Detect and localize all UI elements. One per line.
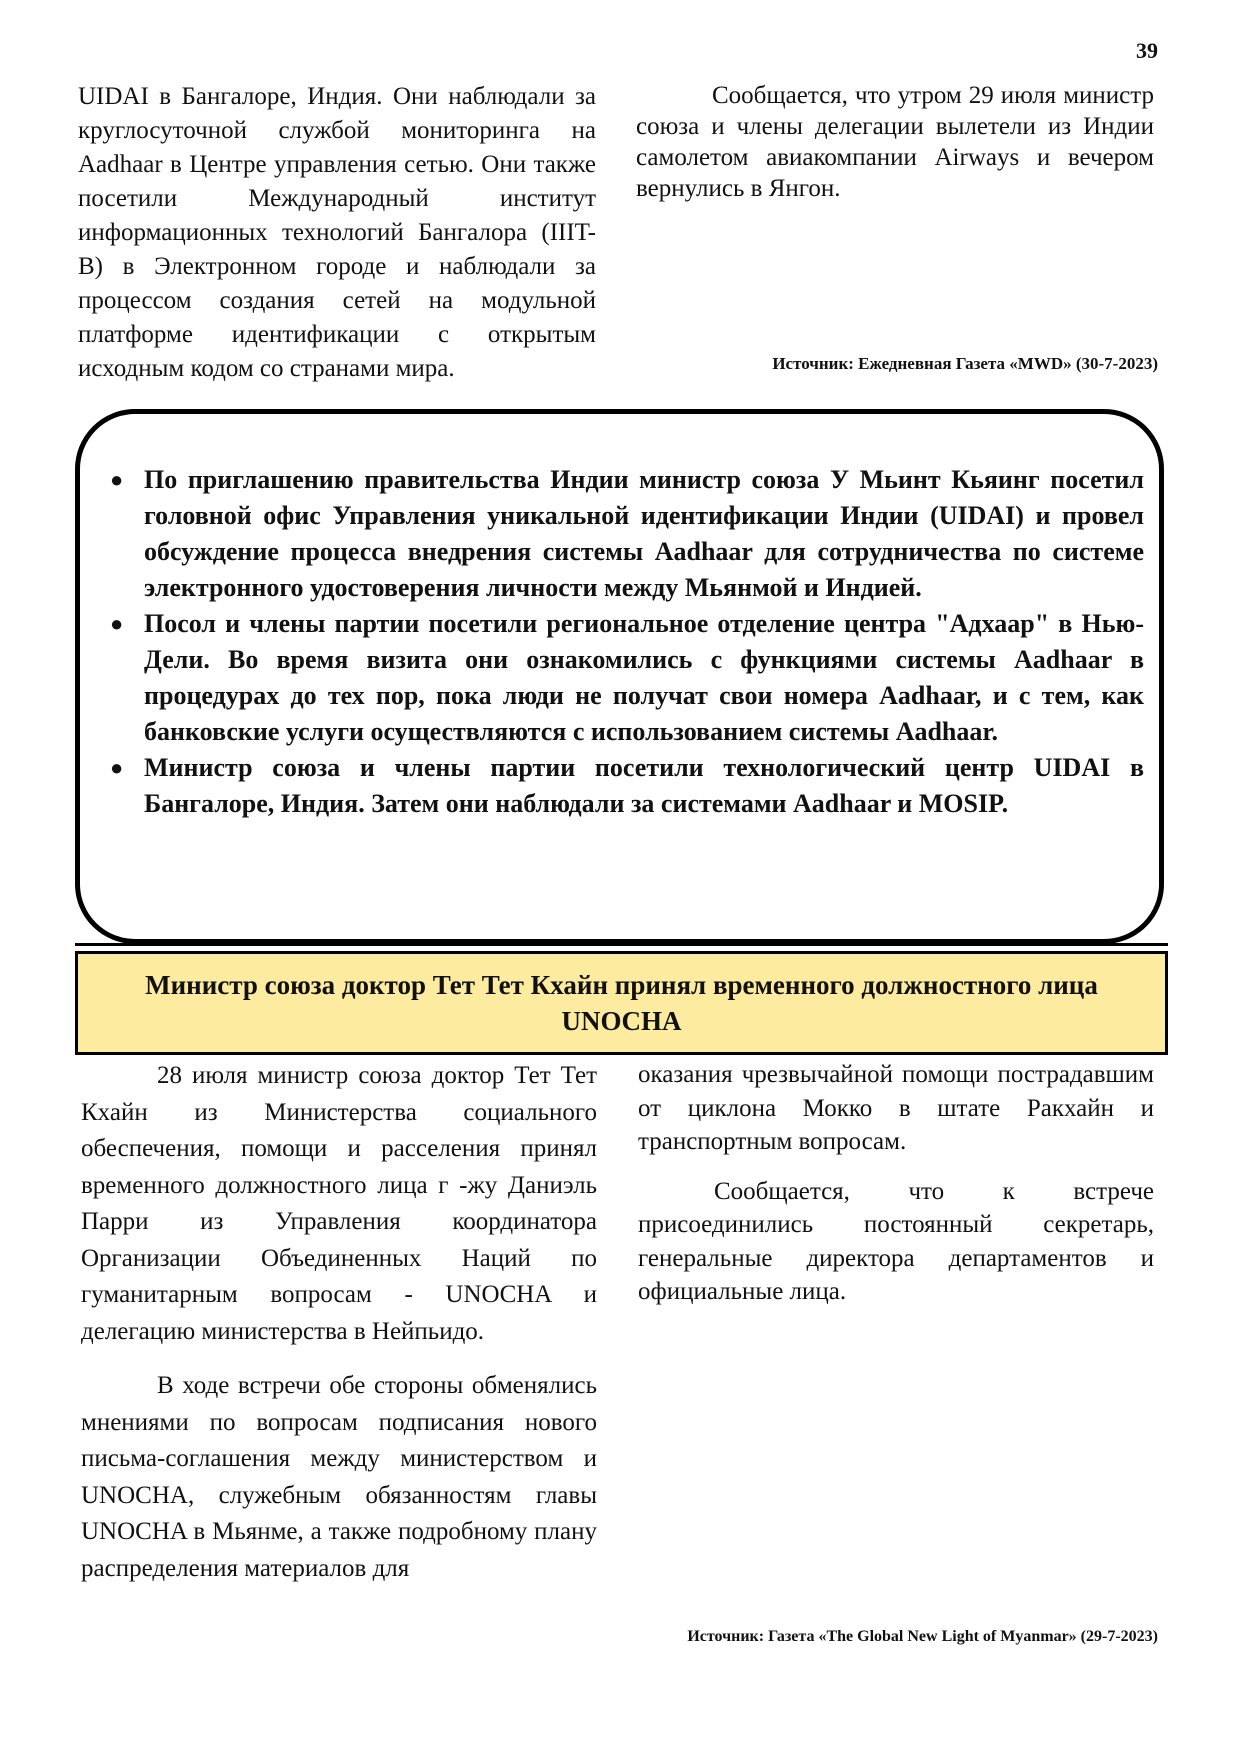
page-number: 39 [1136, 38, 1158, 63]
article1-right-paragraph: Сообщается, что утром 29 июля министр союза и члены делегации вылетели из Индии самолетом авиакомпании Airways и вечером вернулись в Янгон. [636, 82, 1154, 202]
bullet-icon: ● [110, 611, 124, 636]
article2-left-paragraph: 28 июля министр союза доктор Тет Тет Кхайн из Министерства социального обеспечения, помощи и расселения принял временного должностного лица г -жу Даниэль Парри из Управления координатора Организации Объединенных Наций по гуманитарным вопросам - UNOCHA и делегацию министерства в Нейпьидо. [81, 1062, 597, 1345]
article2-headline: Министр союза доктор Тет Тет Кхайн принял временного должностного лица UNOCHA [75, 951, 1168, 1055]
headline-rule [75, 943, 1168, 946]
article2-left-paragraph: В ходе встречи обе стороны обменялись мнениями по вопросам подписания нового письма-соглашения между министерством и UNOCHA, служебным обязанностям главы UNOCHA в Мьянме, а также подробному плану распределения материалов для [81, 1372, 597, 1582]
article2-left-column [81, 1058, 597, 1601]
summary-bullet [110, 750, 1144, 822]
article1-left-paragraph: UIDAI в Бангалоре, Индия. Они наблюдали за круглосуточной службой мониторинга на Aadhaar в Центре управления сетью. Они также посетили Международный институт информационных технологий Бангалора (IIIT-B) в Электронном городе и наблюдали за процессом создания сетей на модульной платформе идентификации с открытым исходным кодом со странами мира. [78, 83, 596, 382]
summary-bullet-text: Посол и члены партии посетили региональное отделение центра "Адхаар" в Нью-Дели. Во время визита они ознакомились с функциями системы Aadhaar в процедурах до тех пор, пока люди не получат свои номера Aadhaar, и с тем, как банковские услуги осуществляются с использованием системы Aadhaar. [144, 609, 1144, 746]
article1-right-column [636, 80, 1154, 218]
summary-list [110, 462, 1144, 822]
bullet-icon: ● [110, 755, 124, 780]
article2-right-column [638, 1058, 1154, 1323]
summary-bullet [110, 462, 1144, 606]
article2-right-paragraph: оказания чрезвычайной помощи пострадавшим от циклона Мокко в штате Ракхайн и транспортным вопросам. [638, 1061, 1154, 1155]
article1-left-column [78, 80, 596, 400]
article2-right-paragraph: Сообщается, что к встрече присоединились постоянный секретарь, генеральные директора департаментов и официальные лица. [638, 1177, 1154, 1305]
article1-source: Источник: Ежедневная Газета «MWD» (30-7-2023) [772, 354, 1158, 373]
article2-source: Источник: Газета «The Global New Light of Myanmar» (29-7-2023) [687, 1628, 1158, 1645]
summary-bullet-text: По приглашению правительства Индии министр союза У Мьинт Кьяинг посетил головной офис Управления уникальной идентификации Индии (UIDAI) и провел обсуждение процесса внедрения системы Aadhaar для сотрудничества по системе электронного удостоверения личности между Мьянмой и Индией. [144, 465, 1144, 602]
summary-bullet [110, 606, 1144, 750]
bullet-icon: ● [110, 467, 124, 492]
summary-bullet-text: Министр союза и члены партии посетили технологический центр UIDAI в Бангалоре, Индия. Затем они наблюдали за системами Aadhaar и MOSIP. [144, 753, 1144, 818]
summary-box [75, 409, 1164, 944]
